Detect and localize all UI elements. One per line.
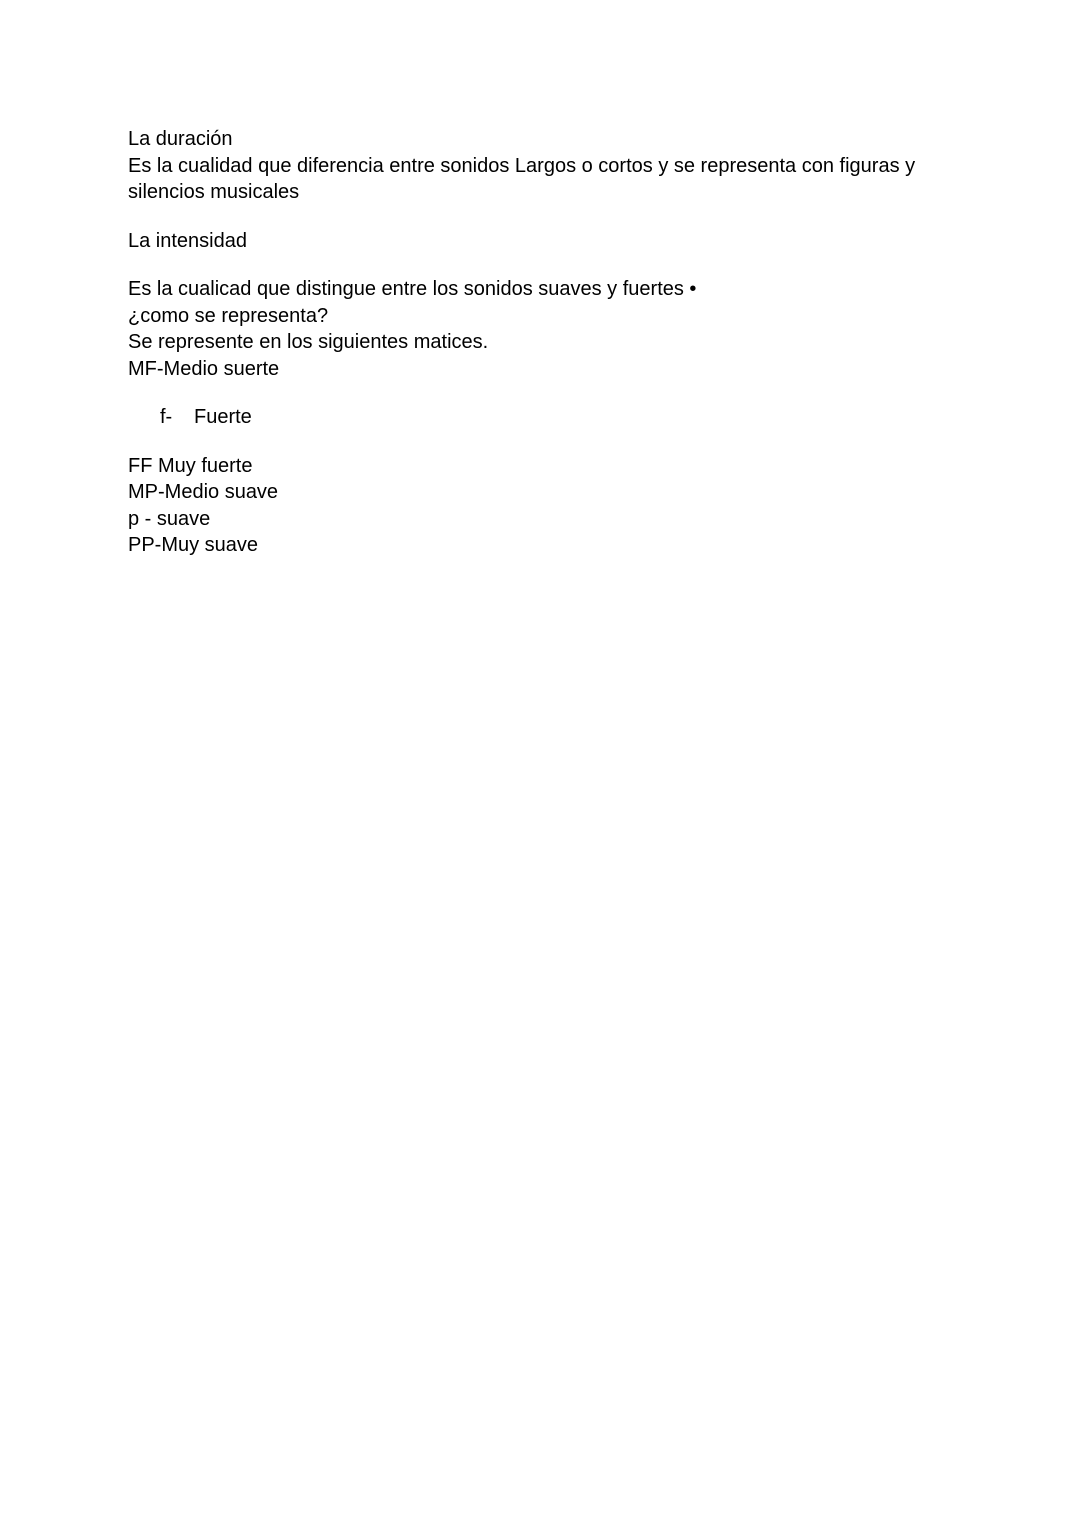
heading-duration: La duración (128, 128, 233, 150)
document-body (128, 126, 948, 559)
dynamic-mp: MP-Medio suave (128, 481, 279, 503)
question-line: ¿como se representa? (128, 304, 329, 327)
dynamic-pp: PP-Muy suave (128, 534, 259, 556)
dynamic-p: p - suave (128, 507, 211, 530)
duration-paragraph: Es la cualidad que diferencia entre sonidos Largos o cortos y se representa con figuras y silencios musicales (128, 154, 916, 203)
dynamic-ff: FF Muy fuerte (128, 454, 253, 477)
dynamic-f-label: Fuerte (194, 406, 252, 428)
dynamic-f-item (128, 404, 948, 431)
dynamic-mf: MF-Medio suerte (128, 357, 280, 380)
heading-intensity: La intensidad (128, 229, 247, 252)
list-marker: f- (160, 406, 173, 428)
intensity-paragraph: Es la cualicad que distingue entre los sonidos suaves y fuertes • (128, 278, 697, 300)
represent-line: Se represente en los siguientes matices. (128, 331, 489, 353)
